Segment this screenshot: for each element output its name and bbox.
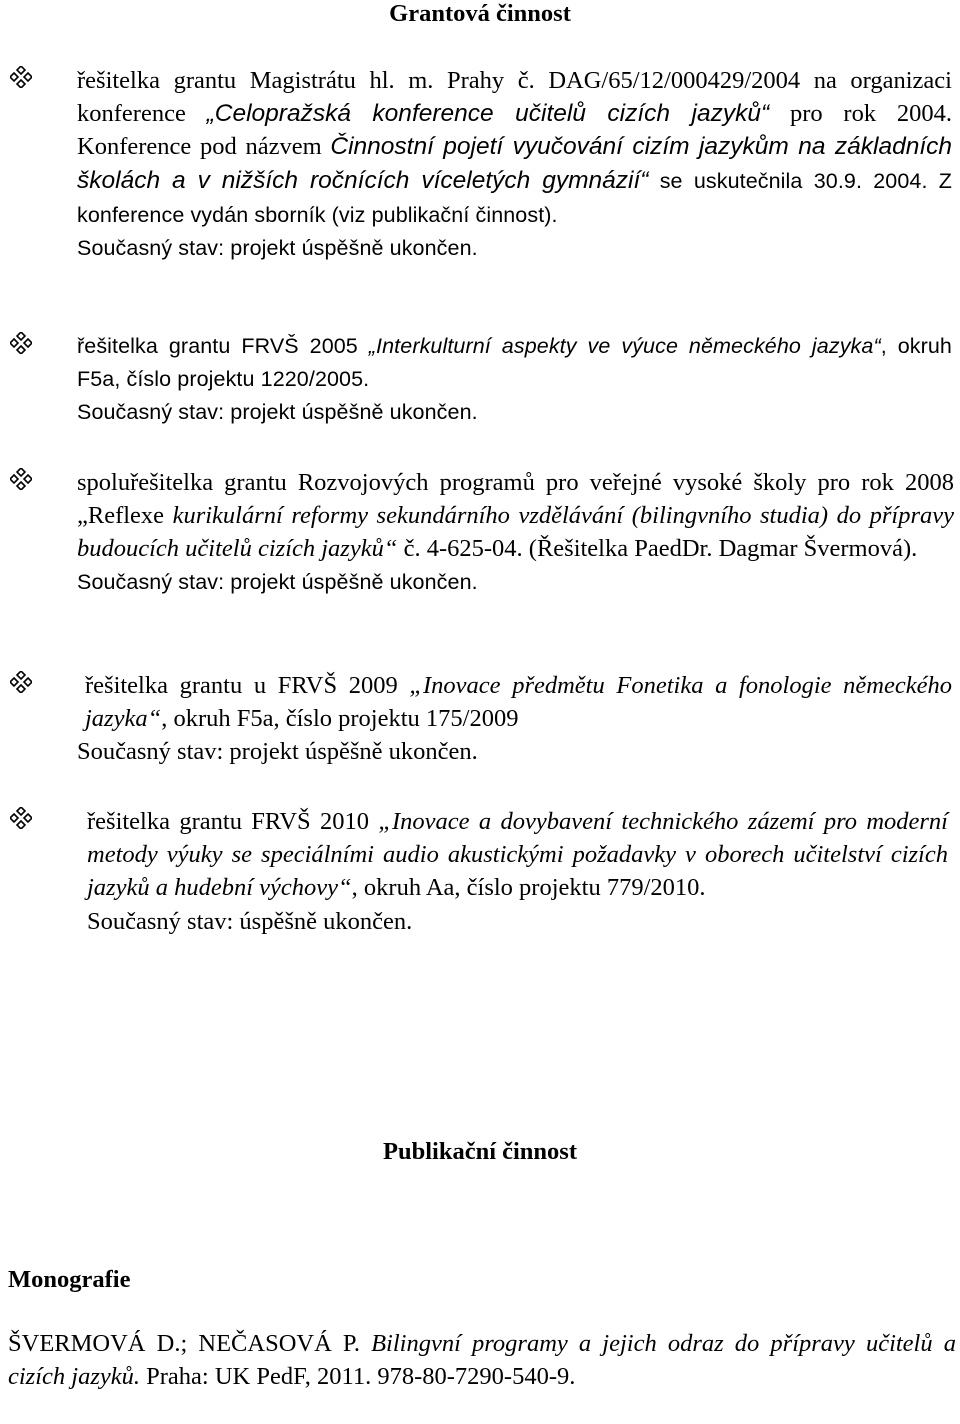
grant-item-4 [77, 669, 952, 769]
monograph-reference [8, 1327, 956, 1393]
grant-item-4-text-part: , okruh F5a, číslo projektu 175/2009 [161, 705, 519, 733]
four-diamond-bullet-icon [10, 332, 32, 354]
publications-heading: Publikační činnost [382, 1138, 577, 1165]
grant-item-1-text [77, 64, 952, 232]
conference-title: „Celopražská konference učitelů cizích jazyků“ [206, 100, 770, 128]
grant-item-2-text-part: , okruh F5a, číslo projektu 1220/2005. [77, 334, 952, 392]
monographs-heading: Monografie [8, 1266, 131, 1293]
grant-title: „Inovace a dovybavení technického zázemí pro moderní metody výuky se speciálními audio akustickými požadavky v oborech učitelství cizích jazyků a hudební výchovy“ [87, 808, 948, 902]
reference-publisher: Praha: UK PedF, 2011. 978-80-7290-540-9. [140, 1363, 576, 1391]
reference-title: Bilingvní programy a jejich odraz do přípravy učitelů a cizích jazyků. [8, 1330, 956, 1391]
grant-item-5-text-part: řešitelka grantu FRVŠ 2010 [87, 808, 379, 835]
grants-heading: Grantová činnost [389, 0, 571, 27]
four-diamond-bullet-icon [10, 807, 32, 829]
grant-item-3-text-part: č. 4-625-04. (Řešitelka PaedDr. Dagmar Švermová). [397, 535, 918, 563]
grant-item-5-text-part: , okruh Aa, číslo projektu 779/2010. [351, 874, 706, 902]
grant-item-2-text [77, 330, 952, 396]
grant-item-1-text-part: se uskutečnila 30.9. 2004. Z konference vydán sborník (viz publikační činnost). [77, 168, 952, 227]
grant-item-5-status: Současný stav: úspěšně ukončen. [87, 907, 413, 935]
four-diamond-bullet-icon [10, 66, 32, 88]
grant-item-4-status: Současný stav: projekt úspěšně ukončen. [77, 738, 478, 766]
grant-title: „Interkulturní aspekty ve výuce německého jazyka“ [368, 334, 881, 358]
grant-title: kurikulární reformy sekundárního vzdělávání (bilingvního studia) do přípravy budoucích učitelů cizích jazyků“ [77, 502, 955, 563]
grant-item-2-text-part: řešitelka grantu FRVŠ 2005 [77, 334, 369, 358]
grant-item-3-text [77, 466, 954, 566]
grant-item-1-text-part: řešitelka grantu Magistrátu hl. m. Prahy č. DAG/65/12/000429/2004 na organizaci konference [77, 67, 952, 128]
grant-item-3-status: Současný stav: projekt úspěšně ukončen. [77, 569, 478, 594]
four-diamond-bullet-icon [10, 671, 32, 693]
grant-item-4-text-part: řešitelka grantu u FRVŠ 2009 [85, 672, 410, 699]
grant-item-1 [77, 64, 952, 265]
grant-item-1-text-part: pro rok 2004. Konference pod názvem [77, 100, 952, 161]
grant-item-2-status: Současný stav: projekt úspěšně ukončen. [77, 400, 478, 425]
four-diamond-bullet-icon [10, 468, 32, 490]
conference-subtitle: Činnostní pojetí vyučování cizím jazykům na základních školách a v nižších ročnících víceletých gymnázií“ [77, 133, 953, 194]
grant-item-3-text-part: spoluřešitelka grantu Rozvojových programů pro veřejné vysoké školy pro rok 2008 „Reflexe [77, 469, 954, 530]
reference-authors: ŠVERMOVÁ D.; NEČASOVÁ P. [8, 1330, 372, 1357]
grant-item-2 [77, 330, 952, 430]
grant-title: „Inovace předmětu Fonetika a fonologie německého jazyka“ [85, 672, 952, 733]
grant-item-5 [77, 805, 948, 938]
grant-item-3 [77, 466, 954, 599]
grant-item-4-text [77, 669, 952, 735]
grant-item-5-text [77, 805, 948, 905]
grant-item-1-status: Současný stav: projekt úspěšně ukončen. [77, 236, 478, 261]
